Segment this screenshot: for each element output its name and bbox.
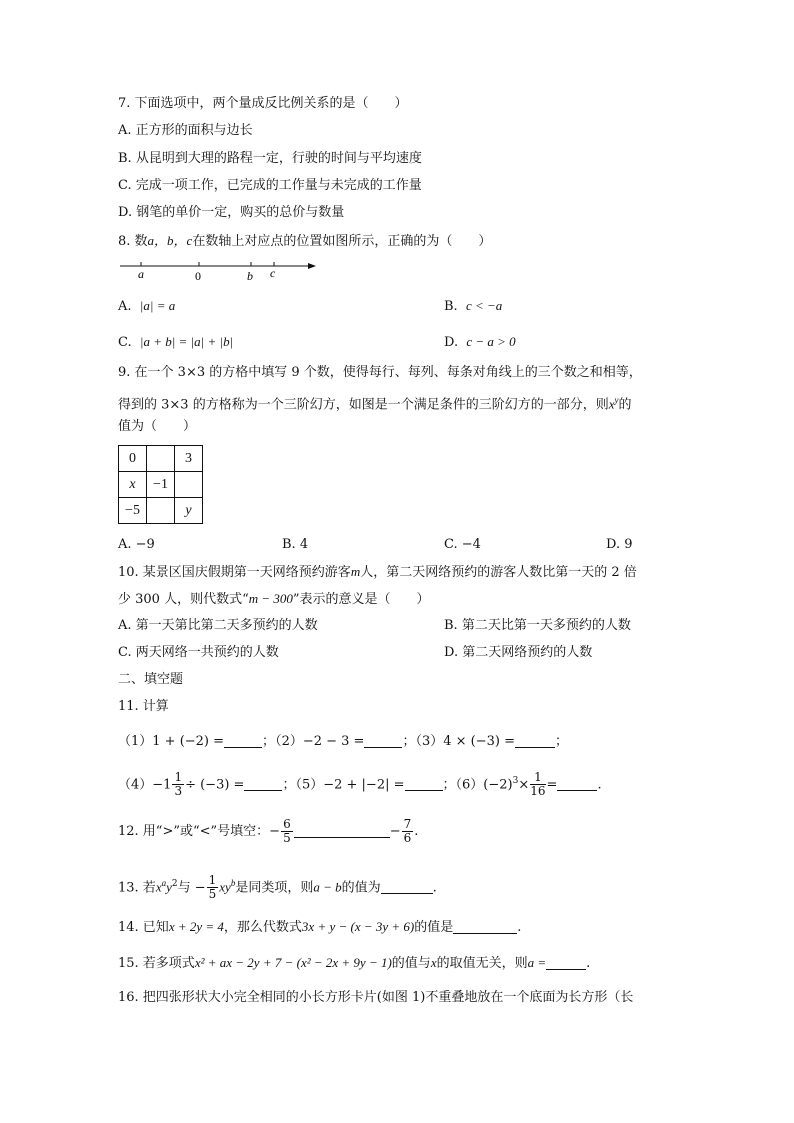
q15-post: 的取值无关，则 <box>436 956 528 971</box>
q7-option-b: B. 从昆明到大理的路程一定，行驶的时间与平均速度 <box>118 151 422 166</box>
q7-option-a: A. 正方形的面积与边长 <box>118 123 253 138</box>
q14-condition: x + 2y = 4 <box>168 919 224 934</box>
q8-stem-post: 在数轴上对应点的位置如图所示，正确的为（ ） <box>192 234 492 249</box>
q13 <box>118 868 437 903</box>
q7-stem: 7. 下面选项中，两个量成反比例关系的是（ ） <box>118 96 408 111</box>
q12-minus: − <box>389 824 401 839</box>
q9-option-b: B. 4 <box>282 537 309 552</box>
q15-expr: x² + ax − 2y + 7 − (x² − 2x + 9y − 1) <box>194 955 392 970</box>
period: . <box>597 777 602 793</box>
q10-line1-var: m <box>350 564 361 579</box>
q8-stem-vars: a，b，c <box>147 233 193 248</box>
q9-line3: 值为（ ） <box>118 419 197 434</box>
q11-part1: （1）1 + (−2) = <box>118 734 225 749</box>
q11-part4-post: ÷ (−3) = <box>185 777 245 793</box>
q15 <box>118 954 590 973</box>
magic-square-row <box>119 446 203 472</box>
q10-option-a: A. 第一天第比第二天多预约的人数 <box>118 618 318 633</box>
q11-part4-pre: （4）−1 <box>118 777 172 793</box>
q10-option-d: D. 第二天网络预约的人数 <box>444 645 593 660</box>
number-line-arrow <box>308 263 316 269</box>
q8-option-d-expr: c − a > 0 <box>466 334 516 349</box>
q13-post2: 的值为 <box>341 880 381 896</box>
fraction <box>281 818 293 845</box>
magic-cell: y <box>175 498 203 524</box>
q10-line2-expr: m − 300 <box>248 591 293 606</box>
q14-expr: 3x + y − (x − 3y + 6) <box>301 919 415 934</box>
q8-option-d-label: D. <box>444 335 459 350</box>
q13-term2: xy <box>219 879 231 895</box>
q13-pre: 13. 若 <box>118 880 156 896</box>
q8-option-a-label: A. <box>118 299 132 314</box>
period: . <box>586 956 591 971</box>
q14 <box>118 918 521 937</box>
number-line <box>118 258 328 286</box>
q13-expr: a − b <box>313 879 342 895</box>
axis-label-0: 0 <box>195 269 201 283</box>
q8-option-c <box>118 333 233 352</box>
q7-option-d: D. 钢笔的单价一定，购买的总价与数量 <box>118 205 345 220</box>
fraction-numerator: 7 <box>403 817 412 831</box>
q8-option-a <box>118 297 175 316</box>
axis-label-a: a <box>138 267 144 281</box>
axis-label-b: b <box>247 269 253 283</box>
magic-square-row <box>119 498 203 524</box>
magic-cell: −5 <box>119 498 147 524</box>
q13-term1: x <box>155 879 162 895</box>
q9-line2-pre: 得到的 3×3 的方格称为一个三阶幻方，如图是一个满足条件的三阶幻方的一部分，则 <box>118 397 609 413</box>
q9-option-a: A. −9 <box>118 537 155 552</box>
q11-part6-post: = <box>546 777 558 793</box>
answer-blank[interactable] <box>294 823 390 838</box>
section-heading: 二、填空题 <box>118 672 184 687</box>
q8-stem-pre: 8. 数 <box>118 234 148 249</box>
q11-part6-times: × <box>518 777 530 793</box>
answer-blank[interactable] <box>224 733 262 748</box>
q12 <box>118 817 418 847</box>
q11-row2 <box>118 766 602 800</box>
fraction <box>207 874 219 901</box>
q11-stem: 11. 计算 <box>118 699 169 714</box>
q9-line2-post: 的 <box>618 397 632 413</box>
answer-blank[interactable] <box>515 733 555 748</box>
period: . <box>517 920 522 935</box>
magic-square-row <box>119 472 203 498</box>
q11-part6-exponent: 3 <box>512 776 519 786</box>
separator: ； <box>555 734 569 749</box>
q15-var: x <box>430 955 437 970</box>
q8-option-a-expr: |a| = a <box>139 298 176 313</box>
separator: ； <box>402 734 416 749</box>
q10-option-b: B. 第二天比第一天多预约的人数 <box>444 618 631 633</box>
q8-option-c-label: C. <box>118 335 132 350</box>
q15-pre: 15. 若多项式 <box>118 956 195 971</box>
separator: ； <box>442 777 456 793</box>
fraction <box>402 818 414 845</box>
fraction-denominator: 6 <box>403 831 412 845</box>
q13-exp-b: b <box>230 878 236 888</box>
q9-line2-sup: y <box>614 395 619 405</box>
q10-option-c: C. 两天网络一共预约的人数 <box>118 645 279 660</box>
answer-blank[interactable] <box>244 776 282 791</box>
q8-option-b <box>444 297 502 316</box>
q8-option-c-expr: |a + b| = |a| + |b| <box>139 334 234 349</box>
fraction <box>172 771 184 798</box>
magic-cell <box>147 446 175 472</box>
q13-exp-2: 2 <box>171 879 178 889</box>
fraction-denominator: 5 <box>283 831 291 845</box>
q10-line1 <box>118 563 637 582</box>
q8-option-b-label: B. <box>444 299 458 314</box>
q9-option-c: C. −4 <box>444 537 481 552</box>
q11-part3: （3）4 × (−3) = <box>415 734 516 749</box>
q14-post: 的值是 <box>414 920 454 935</box>
magic-cell: −1 <box>147 472 175 498</box>
q11-part5: （5）−2 + |−2| = <box>295 777 405 793</box>
q10-line2-post: ”表示的意义是（ ） <box>292 592 430 607</box>
q14-pre: 14. 已知 <box>118 920 169 935</box>
q10-line1-post: 人，第二天网络预约的游客人数比第一天的 2 倍 <box>360 565 637 580</box>
axis-label-c: c <box>270 266 276 280</box>
q10-line1-pre: 10. 某景区国庆假期第一天网络预约游客 <box>118 565 351 580</box>
magic-cell: x <box>119 472 147 498</box>
q9-line2 <box>118 391 632 414</box>
q11-part2: （2）−2 − 3 = <box>275 734 365 749</box>
fraction-denominator: 5 <box>208 887 217 902</box>
q13-term1b: y <box>166 879 172 895</box>
fraction-numerator: 6 <box>283 817 291 831</box>
magic-cell <box>147 498 175 524</box>
fraction-denominator: 16 <box>530 784 546 799</box>
q8-stem <box>118 232 491 251</box>
magic-cell: 3 <box>175 446 203 472</box>
q14-mid: ，那么代数式 <box>223 920 302 935</box>
q7-option-c: C. 完成一项工作，已完成的工作量与未完成的工作量 <box>118 178 422 193</box>
magic-cell: 0 <box>119 446 147 472</box>
answer-blank[interactable] <box>546 955 586 970</box>
magic-cell <box>175 472 203 498</box>
q12-pre: 12. 用“>”或“<”号填空：− <box>118 824 281 839</box>
q15-mid: 的值与 <box>391 956 431 971</box>
q9-line2-var: x <box>608 396 615 412</box>
q9-line1: 9. 在一个 3×3 的方格中填写 9 个数，使得每行、每列、每条对角线上的三个数之和相等， <box>118 365 642 380</box>
q15-answer-var: a = <box>527 955 547 970</box>
separator: ； <box>262 734 276 749</box>
fraction-numerator: 1 <box>530 771 545 785</box>
fraction <box>530 771 545 798</box>
q13-mid: 与 − <box>177 880 206 896</box>
q11-part6-pre: （6）(−2) <box>455 777 513 793</box>
answer-blank[interactable] <box>381 879 433 894</box>
period: . <box>414 824 419 839</box>
answer-blank[interactable] <box>557 776 597 791</box>
q8-option-b-expr: c < −a <box>465 298 503 313</box>
answer-blank[interactable] <box>364 733 402 748</box>
q9-option-d: D. 9 <box>606 537 633 552</box>
fraction-numerator: 1 <box>174 770 183 785</box>
fraction-numerator: 1 <box>208 873 217 888</box>
period: . <box>432 880 437 896</box>
answer-blank[interactable] <box>405 776 443 791</box>
magic-square <box>118 445 203 524</box>
q8-option-d <box>444 333 516 352</box>
fraction-denominator: 3 <box>174 784 183 799</box>
answer-blank[interactable] <box>453 919 517 934</box>
q16-line1: 16. 把四张形状大小完全相同的小长方形卡片(如图 1)不重叠地放在一个底面为长方形（长 <box>118 990 634 1005</box>
q13-exp-a: a <box>161 878 167 888</box>
q10-line2 <box>118 590 430 609</box>
q13-post: 是同类项，则 <box>235 880 314 896</box>
separator: ； <box>282 777 296 793</box>
q10-line2-pre: 少 300 人，则代数式“ <box>118 592 249 607</box>
q11-row1 <box>118 733 568 751</box>
